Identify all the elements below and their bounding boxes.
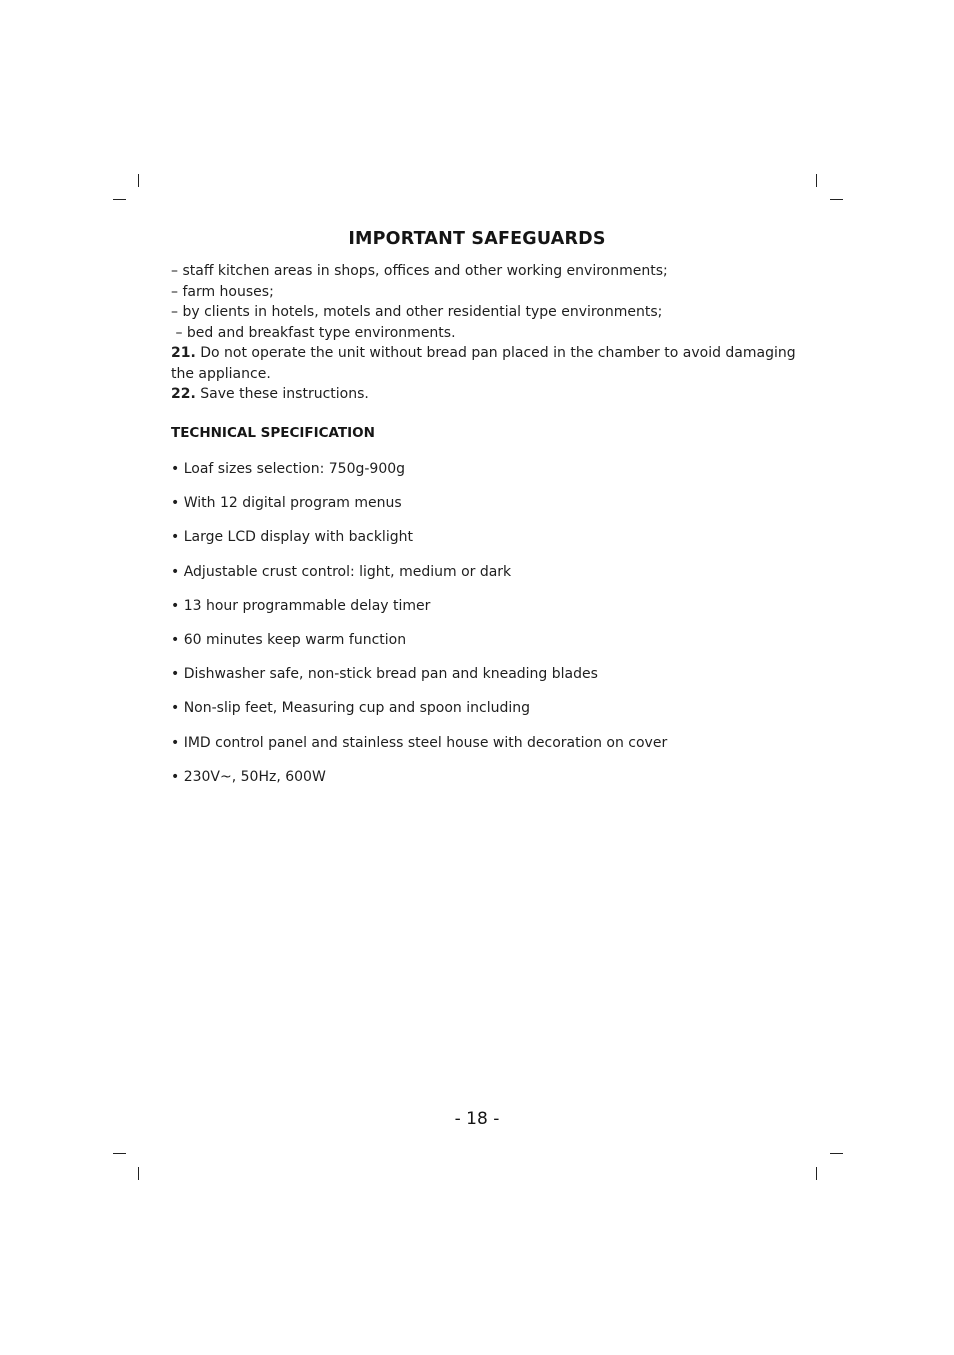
item-text: Do not operate the unit without bread pan placed in the chamber to avoid damaging [195, 345, 796, 361]
safeguard-line: – staff kitchen areas in shops, offices and other working environments; [171, 263, 668, 279]
spec-item: • 13 hour programmable delay timer [171, 597, 431, 614]
spec-item: • Non-slip feet, Measuring cup and spoon including [171, 700, 531, 717]
page-title: IMPORTANT SAFEGUARDS [348, 229, 606, 249]
spec-item: • 60 minutes keep warm function [171, 631, 407, 648]
safeguards-text [171, 261, 811, 405]
spec-item: • Dishwasher safe, non-stick bread pan and kneading blades [171, 666, 598, 683]
item-text: Save these instructions. [195, 386, 369, 402]
item-number: 21. [171, 345, 196, 361]
crop-mark-bottom-right-vertical [816, 1167, 817, 1180]
spec-item: • 230V~, 50Hz, 600W [171, 768, 326, 785]
spec-item: • Large LCD display with backlight [171, 529, 413, 546]
crop-mark-bottom-left-vertical [138, 1167, 139, 1180]
crop-mark-top-left-vertical [138, 174, 139, 187]
safeguard-line: – by clients in hotels, motels and other residential type environments; [171, 304, 663, 320]
crop-mark-top-right-horizontal [830, 199, 843, 200]
safeguard-item-21 [171, 343, 811, 364]
spec-item: • Adjustable crust control: light, medium or dark [171, 563, 512, 580]
crop-mark-bottom-left-horizontal [113, 1153, 126, 1154]
page-number: - 18 - [454, 1109, 500, 1129]
crop-mark-bottom-right-horizontal [830, 1153, 843, 1154]
spec-item: • Loaf sizes selection: 750g-900g [171, 461, 406, 477]
crop-mark-top-left-horizontal [113, 199, 126, 200]
section-heading: TECHNICAL SPECIFICATION [171, 425, 375, 441]
safeguard-item-21-continued: the appliance. [171, 365, 271, 382]
spec-list [171, 459, 667, 801]
safeguard-line: – farm houses; [171, 283, 274, 300]
item-number: 22. [171, 386, 196, 402]
spec-item: • IMD control panel and stainless steel house with decoration on cover [171, 734, 668, 751]
crop-mark-top-right-vertical [816, 174, 817, 187]
safeguard-line: – bed and breakfast type environments. [171, 324, 456, 341]
spec-item: • With 12 digital program menus [171, 495, 402, 512]
safeguard-item-22 [171, 384, 811, 405]
